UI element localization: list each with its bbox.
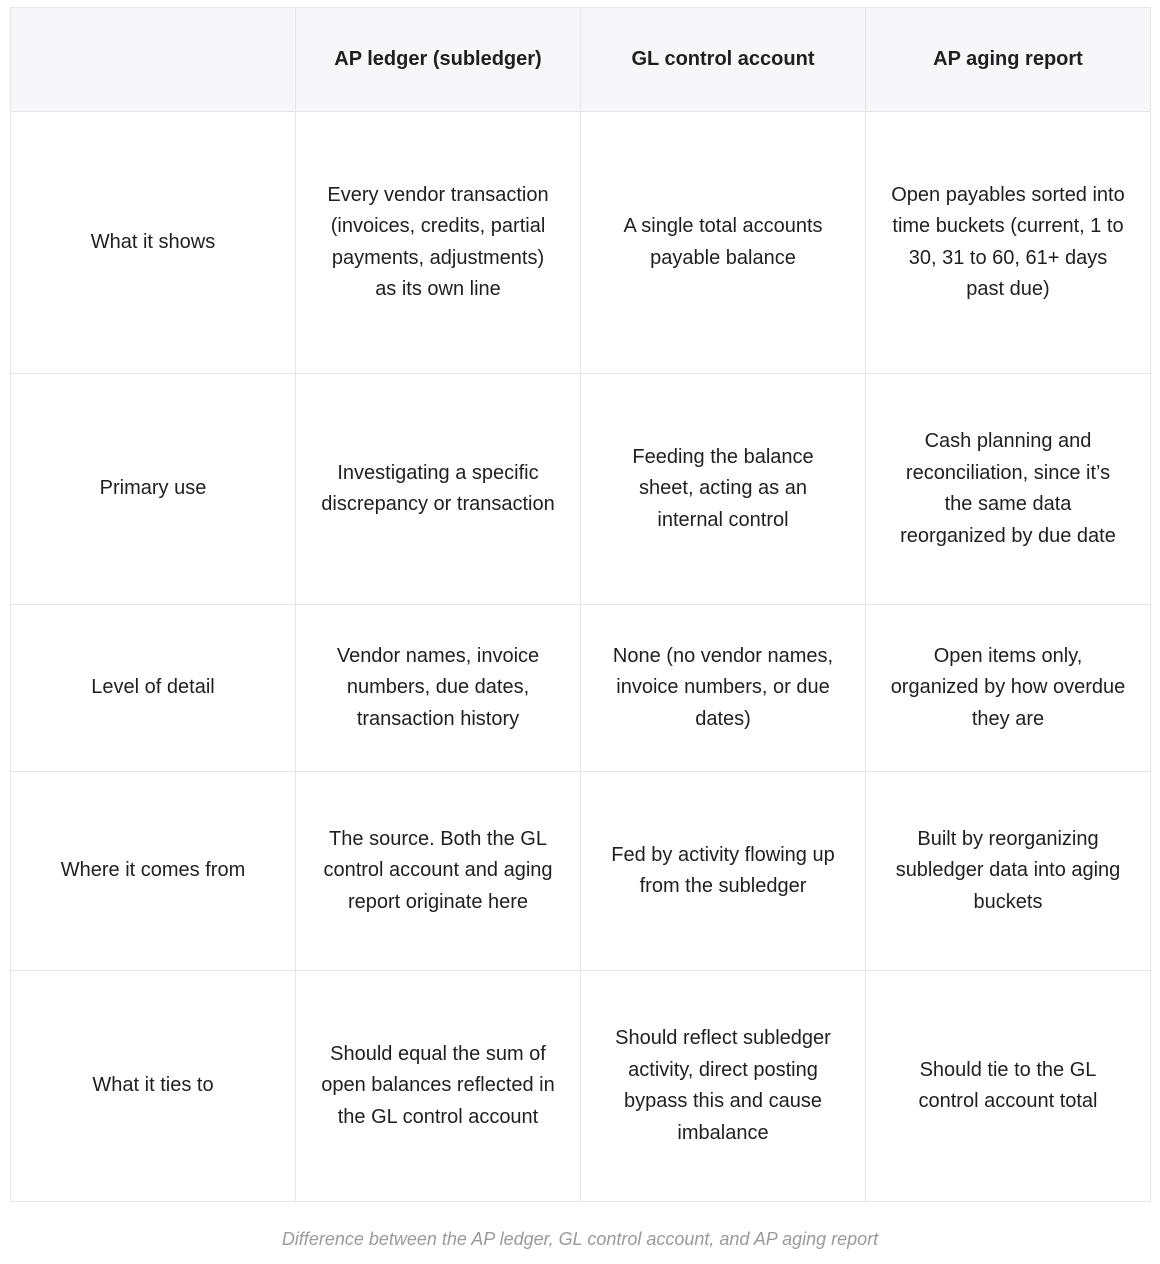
table-cell: Open items only, organized by how overdue they are	[866, 605, 1151, 772]
header-ap-ledger: AP ledger (subledger)	[296, 8, 581, 112]
table-header	[11, 8, 1151, 112]
row-label: What it ties to	[11, 971, 296, 1202]
table-row-what-it-ties-to	[11, 971, 1151, 1202]
comparison-table-container	[10, 7, 1150, 1202]
header-ap-aging-report: AP aging report	[866, 8, 1151, 112]
header-gl-control-account: GL control account	[581, 8, 866, 112]
table-row-where-it-comes-from	[11, 772, 1151, 971]
table-cell: Built by reorganizing subledger data into aging buckets	[866, 772, 1151, 971]
table-cell: Should tie to the GL control account total	[866, 971, 1151, 1202]
table-cell: Every vendor transaction (invoices, credits, partial payments, adjustments) as its own line	[296, 112, 581, 374]
table-cell: Feeding the balance sheet, acting as an internal control	[581, 374, 866, 605]
table-body	[11, 112, 1151, 1202]
row-label: Level of detail	[11, 605, 296, 772]
header-row	[11, 8, 1151, 112]
table-row-what-it-shows	[11, 112, 1151, 374]
comparison-table	[10, 7, 1151, 1202]
table-cell: Open payables sorted into time buckets (current, 1 to 30, 31 to 60, 61+ days past due)	[866, 112, 1151, 374]
table-cell: The source. Both the GL control account and aging report originate here	[296, 772, 581, 971]
table-cell: Should reflect subledger activity, direct posting bypass this and cause imbalance	[581, 971, 866, 1202]
header-corner-cell	[11, 8, 296, 112]
row-label: Where it comes from	[11, 772, 296, 971]
row-label: Primary use	[11, 374, 296, 605]
table-caption: Difference between the AP ledger, GL control account, and AP aging report	[281, 1229, 879, 1249]
table-cell: A single total accounts payable balance	[581, 112, 866, 374]
table-row-level-of-detail	[11, 605, 1151, 772]
table-cell: Vendor names, invoice numbers, due dates, transaction history	[296, 605, 581, 772]
table-cell: None (no vendor names, invoice numbers, or due dates)	[581, 605, 866, 772]
row-label: What it shows	[11, 112, 296, 374]
table-cell: Cash planning and reconciliation, since it’s the same data reorganized by due date	[866, 374, 1151, 605]
table-cell: Should equal the sum of open balances reflected in the GL control account	[296, 971, 581, 1202]
table-cell: Fed by activity flowing up from the subledger	[581, 772, 866, 971]
table-cell: Investigating a specific discrepancy or transaction	[296, 374, 581, 605]
table-row-primary-use	[11, 374, 1151, 605]
